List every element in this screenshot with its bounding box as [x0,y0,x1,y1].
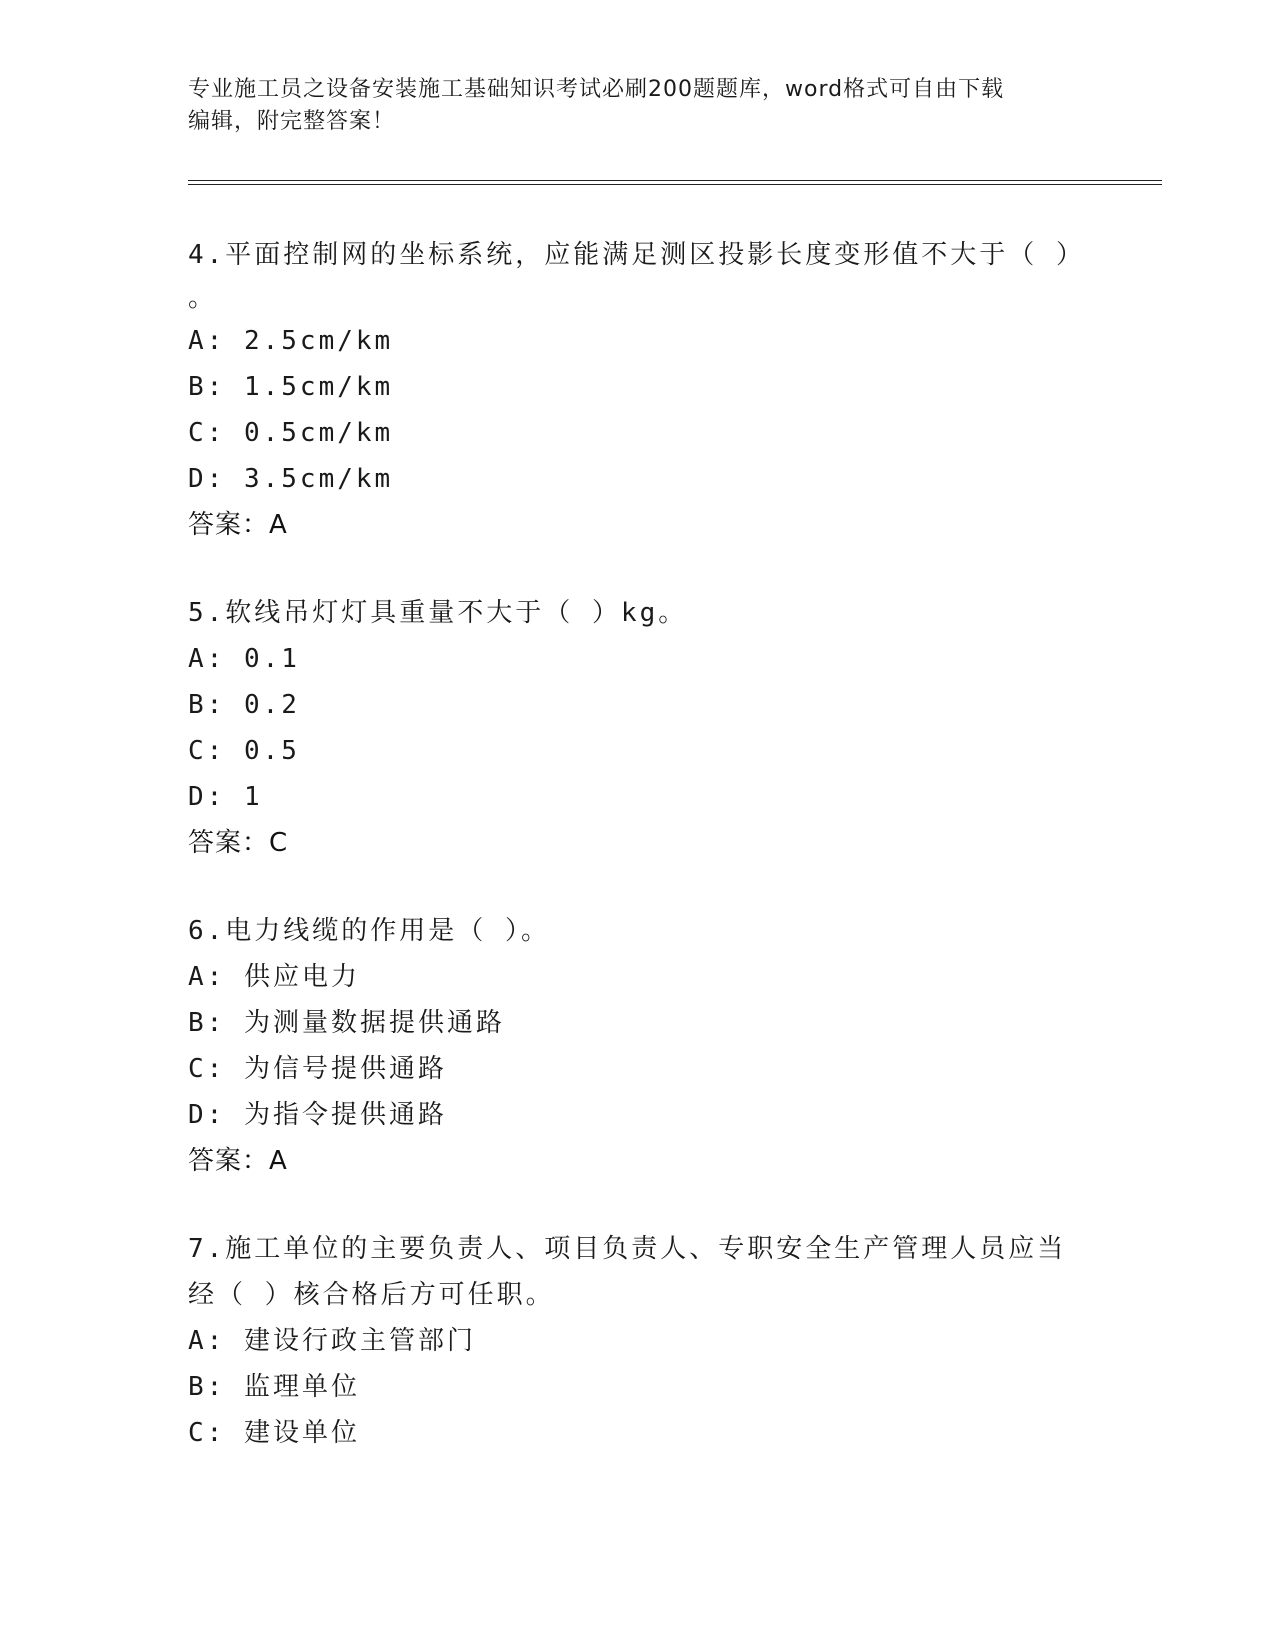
option-a: A: 0.1 [188,644,300,674]
question-stem: 4.平面控制网的坐标系统，应能满足测区投影长度变形值不大于（ ） [188,240,1085,270]
document-header [188,74,1068,138]
question-gap [188,866,1088,908]
question-gap [188,1184,1088,1226]
question-stem-continued: 经（ ）核合格后方可任职。 [188,1280,555,1310]
question-stem: 6.电力线缆的作用是（ ）。 [188,916,550,946]
option-a: A: 建设行政主管部门 [188,1326,476,1356]
option-b: B: 0.2 [188,690,300,720]
option-d: D: 1 [188,782,263,812]
question-stem: 7.施工单位的主要负责人、项目负责人、专职安全生产管理人员应当 [188,1234,1067,1264]
answer-text: 答案：A [188,510,288,540]
question-4 [188,232,1088,548]
question-5 [188,590,1088,866]
header-title-line-1: 专业施工员之设备安装施工基础知识考试必刷200题题库，word格式可自由下载 [188,77,1005,102]
option-c: C: 建设单位 [188,1418,360,1448]
option-c: C: 0.5 [188,736,300,766]
answer-text: 答案：C [188,828,289,858]
option-d: D: 为指令提供通路 [188,1100,447,1130]
question-list [188,232,1088,1456]
question-6 [188,908,1088,1184]
option-d: D: 3.5cm/km [188,464,394,494]
header-title-line-2: 编辑，附完整答案！ [188,109,396,134]
option-b: B: 1.5cm/km [188,372,394,402]
option-c: C: 为信号提供通路 [188,1054,447,1084]
option-a: A: 供应电力 [188,962,360,992]
option-b: B: 监理单位 [188,1372,360,1402]
option-a: A: 2.5cm/km [188,326,394,356]
answer-text: 答案：A [188,1146,288,1176]
option-c: C: 0.5cm/km [188,418,394,448]
option-b: B: 为测量数据提供通路 [188,1008,505,1038]
header-double-rule [188,180,1162,185]
question-7 [188,1226,1088,1456]
question-stem: 5.软线吊灯灯具重量不大于（ ）kg。 [188,598,688,628]
question-gap [188,548,1088,590]
question-stem-continued: 。 [188,283,218,313]
